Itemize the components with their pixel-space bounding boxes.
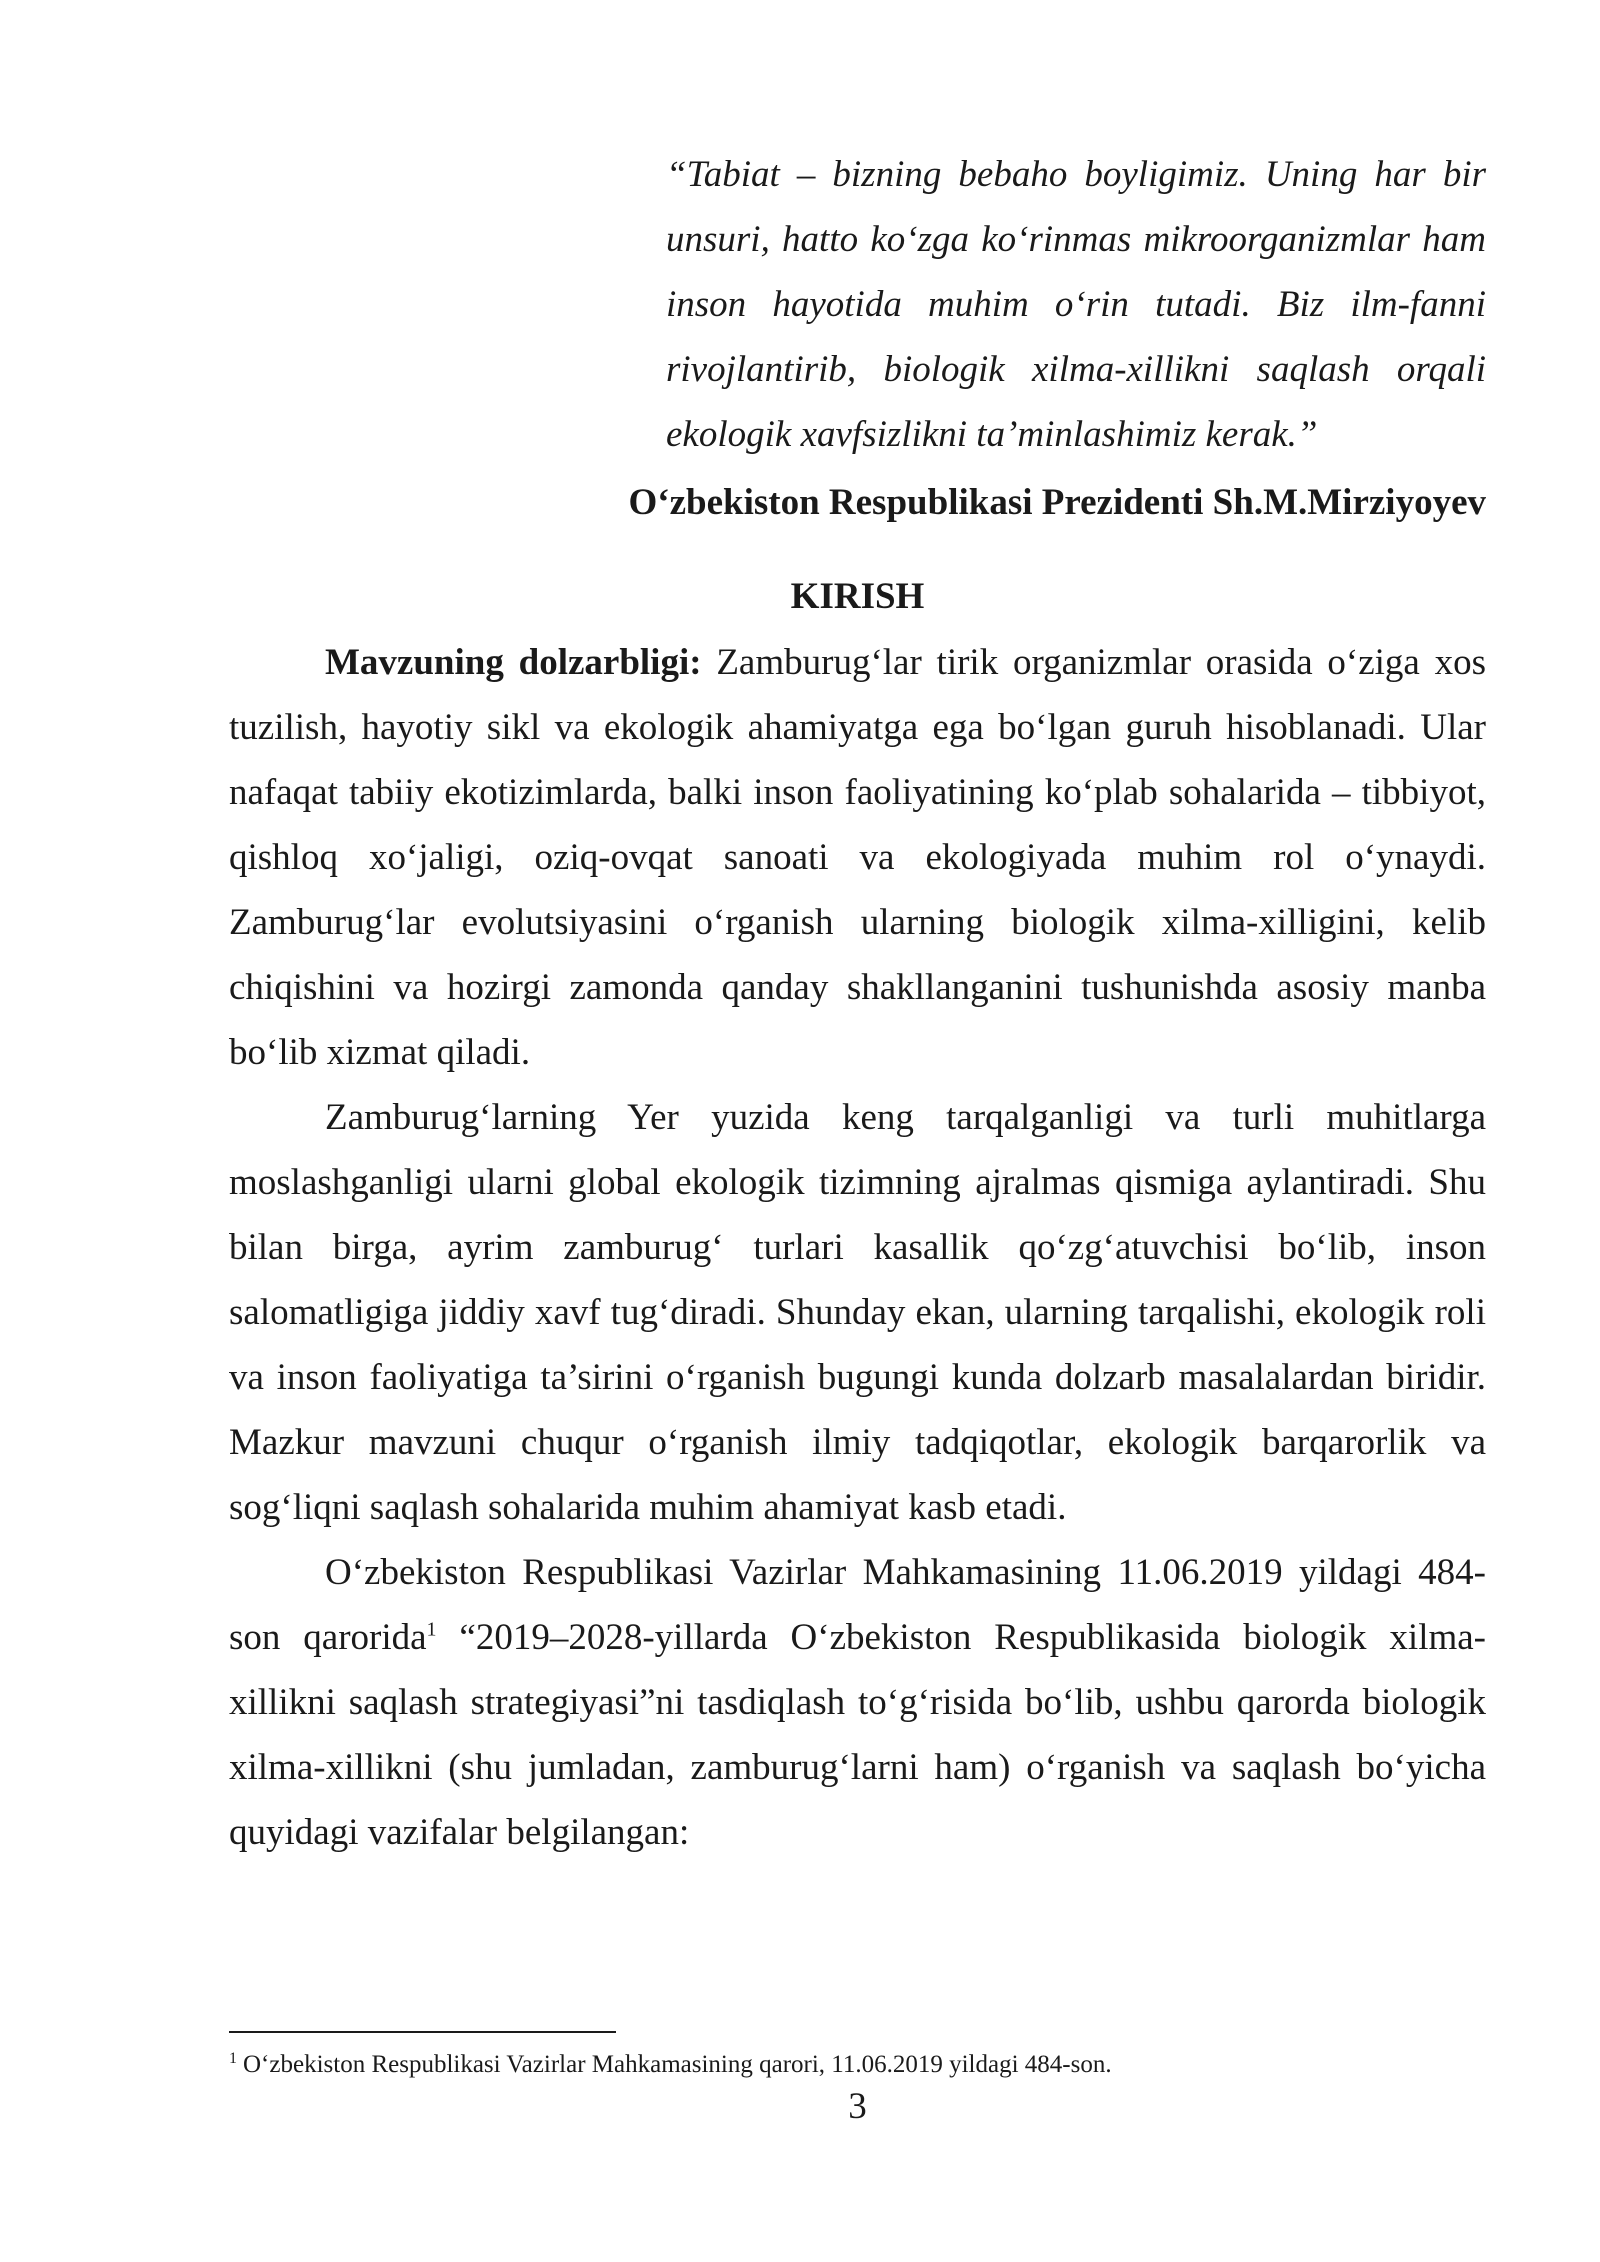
resolution-text-end: “2019–2028-yillarda O‘zbekiston Respublikasida biologik xilma-xillikni saqlash strategiyasi”ni tasdiqlash to‘g‘risida bo‘lib, ushbu qarorda biologik xilma-xillikni (shu jumladan, zamburug‘larni ham) o‘rganish va saqlash bo‘yicha quyidagi vazifalar belgilangan: xyxy=(229,1617,1486,1853)
epigraph-quote: “Tabiat – bizning bebaho boyligimiz. Uning har bir unsuri, hatto ko‘zga ko‘rinmas mikroorganizmlar ham inson hayotida muhim o‘rin tutadi. Biz ilm-fanni rivojlantirib, biologik xilma-xillikni saqlash orqali ekologik xavfsizlikni ta’minlashimiz kerak.” xyxy=(666,154,1486,455)
footnote xyxy=(229,2047,1486,2083)
footnote-text: O‘zbekiston Respublikasi Vazirlar Mahkamasining qarori, 11.06.2019 yildagi 484-son. xyxy=(243,2051,1112,2078)
paragraph-resolution xyxy=(229,1540,1486,1865)
paragraph-relevance xyxy=(229,630,1486,1085)
body-text xyxy=(229,630,1486,1865)
resolution-text-start: O‘zbekiston Respublikasi Vazirlar Mahkamasining 11.06.2019 yildagi 484-son qarorida xyxy=(229,1552,1486,1658)
epigraph-author: O‘zbekiston Respublikasi Prezidenti Sh.M.Mirziyoyev xyxy=(628,482,1486,523)
footnote-marker: 1 xyxy=(229,2049,237,2067)
footnote-reference[interactable]: 1 xyxy=(426,1618,437,1641)
section-title: KIRISH xyxy=(790,576,925,617)
relevance-label: Mavzuning dolzarbligi: xyxy=(325,642,702,683)
paragraph-distribution: Zamburug‘larning Yer yuzida keng tarqalganligi va turli muhitlarga moslashganligi ularni global ekologik tizimning ajralmas qismiga aylantiradi. Shu bilan birga, ayrim zamburug‘ turlari kasallik qo‘zg‘atuvchisi bo‘lib, inson salomatligiga jiddiy xavf tug‘diradi. Shunday ekan, ularning tarqalishi, ekologik roli va inson faoliyatiga ta’sirini o‘rganish bugungi kunda dolzarb masalalardan biridir. Mazkur mavzuni chuqur o‘rganish ilmiy tadqiqotlar, ekologik barqarorlik va sog‘liqni saqlash sohalarida muhim ahamiyat kasb etadi. xyxy=(229,1097,1486,1528)
page-number: 3 xyxy=(848,2086,867,2127)
relevance-text: Zamburug‘lar tirik organizmlar orasida o‘ziga xos tuzilish, hayotiy sikl va ekologik ahamiyatga ega bo‘lgan guruh hisoblanadi. Ular nafaqat tabiiy ekotizimlarda, balki inson faoliyatining ko‘plab sohalarida – tibbiyot, qishloq xo‘jaligi, oziq-ovqat sanoati va ekologiyada muhim rol o‘ynaydi. Zamburug‘lar evolutsiyasini o‘rganish ularning biologik xilma-xilligini, kelib chiqishini va hozirgi zamonda qanday shakllanganini tushunishda asosiy manba bo‘lib xizmat qiladi. xyxy=(229,642,1486,1073)
footnote-separator xyxy=(229,2031,616,2033)
